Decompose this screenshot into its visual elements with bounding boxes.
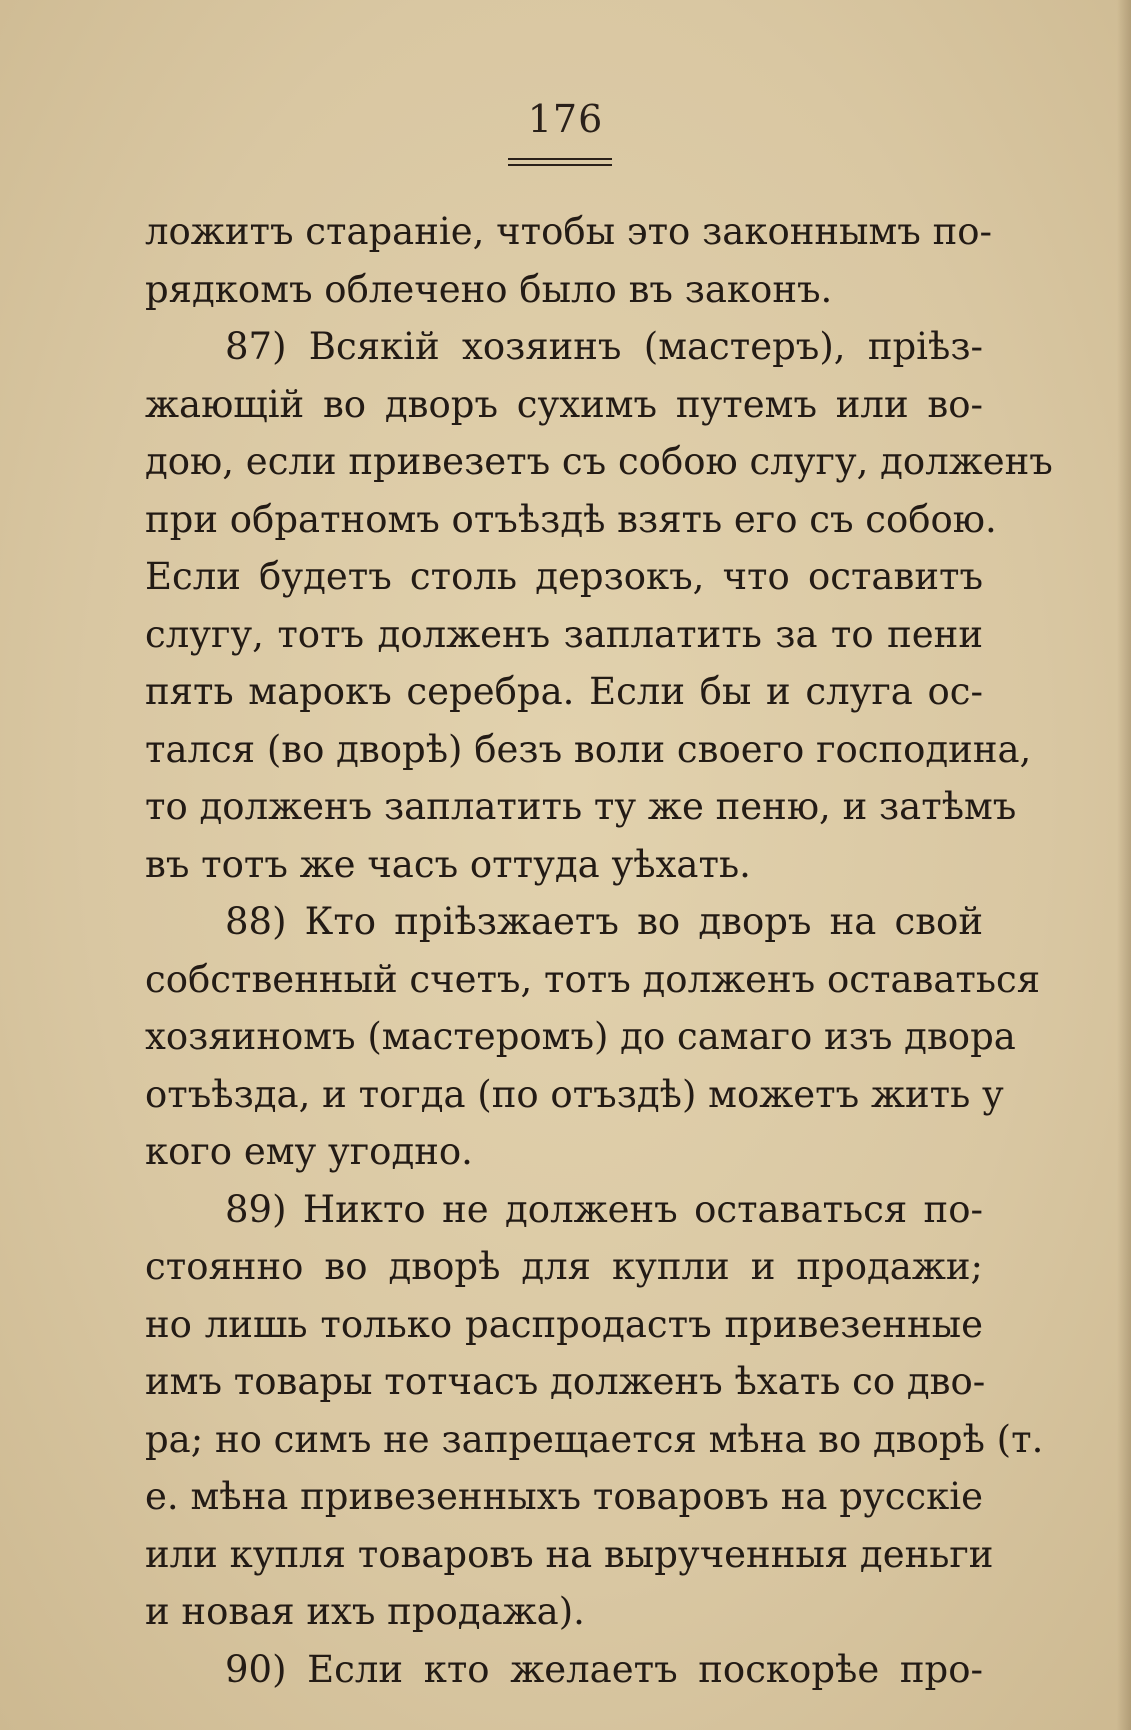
text-line: въ тотъ же часъ оттуда уѣхать. [145, 842, 751, 886]
text-line: имъ товары тотчасъ долженъ ѣхать со дво- [145, 1360, 986, 1403]
text-line: 87) Всякій хозяинъ (мастеръ), пріѣз- [225, 325, 983, 368]
text-line: но лишь только распродастъ привезенные [145, 1302, 983, 1346]
text-line: 89) Никто не долженъ оставаться по- [225, 1187, 983, 1231]
text-line: Если будетъ столь дерзокъ, что оставитъ [145, 555, 983, 598]
text-line: пять марокъ серебра. Если бы и слуга ос- [145, 670, 983, 713]
text-line: рядкомъ облечено было въ законъ. [145, 267, 833, 311]
text-line: ложитъ стараніе, чтобы это законнымъ по- [145, 210, 993, 253]
text-line: дою, если привезетъ съ собою слугу, долженъ [145, 440, 1053, 483]
text-line: е. мѣна привезенныхъ товаровъ на русскіе [145, 1475, 983, 1518]
header-rule-upper [508, 158, 612, 160]
text-line: и новая ихъ продажа). [145, 1590, 585, 1633]
text-line: 88) Кто пріѣзжаетъ во дворъ на свой [225, 900, 983, 943]
text-line: жающій во дворъ сухимъ путемъ или во- [145, 382, 983, 426]
text-line: 90) Если кто желаетъ поскорѣе про- [225, 1647, 983, 1691]
text-line: кого ему угодно. [145, 1130, 473, 1173]
page-number: 176 [527, 97, 604, 141]
text-line: хозяиномъ (мастеромъ) до самаго изъ двора [145, 1015, 1016, 1058]
text-line: или купля товаровъ на вырученныя деньги [145, 1532, 994, 1576]
page-edge-shadow [1117, 0, 1131, 1730]
page-header [0, 97, 1131, 141]
header-rule-lower [508, 164, 612, 166]
text-line: собственный счетъ, тотъ долженъ оставаться [145, 957, 1041, 1001]
text-line: отъѣзда, и тогда (по отъздѣ) можетъ жить у [145, 1072, 1004, 1116]
text-line: слугу, тотъ долженъ заплатить за то пени [145, 612, 983, 656]
body-text [145, 203, 1053, 1698]
text-line: тался (во дворѣ) безъ воли своего господина, [145, 727, 1032, 771]
text-line: при обратномъ отъѣздѣ взять его съ собою. [145, 497, 997, 541]
text-line: ра; но симъ не запрещается мѣна во дворѣ (т. [145, 1417, 1044, 1461]
text-line: то долженъ заплатить ту же пеню, и затѣмъ [145, 785, 1017, 828]
text-line: стоянно во дворѣ для купли и продажи; [145, 1245, 983, 1288]
